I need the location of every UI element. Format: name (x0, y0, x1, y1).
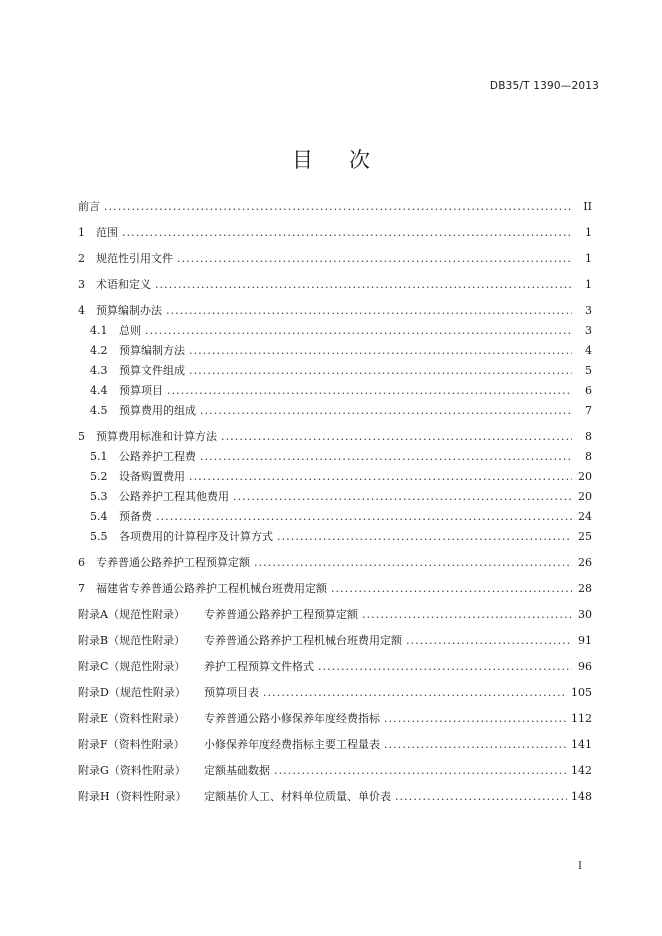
toc-entry-page: 3 (585, 324, 592, 337)
toc-entry-label: 术语和定义 (96, 278, 151, 291)
toc-entry-label: 预算项目表 (204, 686, 259, 699)
toc-entry-label: 预算编制方法 (119, 344, 185, 357)
toc-entry-number: 附录H（资料性附录） (78, 790, 187, 803)
toc-entry-page: 26 (578, 556, 592, 569)
toc-entry-page: 25 (578, 530, 592, 543)
dot-leader (145, 324, 572, 337)
toc-entry-label: 预算编制办法 (96, 304, 162, 317)
toc-entry-page: 112 (571, 712, 592, 725)
toc-entry-number: 4.4 (90, 384, 108, 397)
toc-entry[interactable] (78, 276, 592, 292)
toc-entry[interactable] (78, 658, 592, 674)
toc-entry[interactable] (78, 322, 592, 338)
dot-leader (177, 252, 572, 265)
toc-entry-label: 范围 (96, 226, 118, 239)
toc-entry-page: 96 (578, 660, 592, 673)
dot-leader (395, 790, 567, 803)
dot-leader (406, 634, 572, 647)
title-char-2: 次 (349, 148, 370, 172)
toc-entry[interactable] (78, 580, 592, 596)
toc-entry-label: 小修保养年度经费指标主要工程量表 (204, 738, 380, 751)
toc-entry-label: 预算费用标准和计算方法 (96, 430, 217, 443)
toc-entry-number: 4.3 (90, 364, 108, 377)
dot-leader (167, 384, 572, 397)
toc-entry-label: 公路养护工程费 (119, 450, 196, 463)
toc-entry-label: 定额基价人工、材料单位质量、单价表 (204, 790, 391, 803)
toc-entry-label: 公路养护工程其他费用 (119, 490, 229, 503)
toc-entry[interactable] (78, 788, 592, 804)
toc-entry-number: 4 (78, 304, 85, 317)
toc-entry-label: 专养普通公路养护工程预算定额 (204, 608, 358, 621)
dot-leader (384, 712, 567, 725)
toc-entry[interactable] (78, 606, 592, 622)
dot-leader (200, 404, 572, 417)
dot-leader (189, 364, 572, 377)
toc-entry-page: 91 (578, 634, 592, 647)
toc-entry-page: 7 (585, 404, 592, 417)
dot-leader (156, 510, 572, 523)
toc-entry-page: 141 (571, 738, 592, 751)
dot-leader (277, 530, 572, 543)
toc-entry[interactable] (78, 468, 592, 484)
dot-leader (254, 556, 572, 569)
toc-entry-page: 28 (578, 582, 592, 595)
toc-entry-label: 设备购置费用 (119, 470, 185, 483)
toc-entry-page: 1 (585, 252, 592, 265)
toc-entry-label: 预算费用的组成 (119, 404, 196, 417)
toc-entry-page: 3 (585, 304, 592, 317)
toc-entry-label: 规范性引用文件 (96, 252, 173, 265)
dot-leader (263, 686, 567, 699)
toc-entry-label: 前言 (78, 200, 100, 213)
dot-leader (166, 304, 572, 317)
table-of-contents (78, 198, 592, 804)
toc-entry-page: 24 (578, 510, 592, 523)
dot-leader (221, 430, 572, 443)
toc-entry[interactable] (78, 302, 592, 318)
toc-entry-number: 4.2 (90, 344, 108, 357)
toc-entry-page: 4 (585, 344, 592, 357)
toc-entry-label: 专养普通公路养护工程预算定额 (96, 556, 250, 569)
toc-entry-number: 5.4 (90, 510, 108, 523)
dot-leader (331, 582, 572, 595)
toc-entry[interactable] (78, 762, 592, 778)
toc-entry-number: 5.5 (90, 530, 108, 543)
toc-entry[interactable] (78, 554, 592, 570)
toc-entry[interactable] (78, 250, 592, 266)
toc-entry[interactable] (78, 736, 592, 752)
toc-entry-number: 1 (78, 226, 85, 239)
toc-entry-number: 附录B（规范性附录） (78, 634, 186, 647)
toc-entry[interactable] (78, 428, 592, 444)
toc-entry-number: 2 (78, 252, 85, 265)
toc-entry-label: 专养普通公路养护工程机械台班费用定额 (204, 634, 402, 647)
toc-entry[interactable] (78, 224, 592, 240)
toc-entry-label: 定额基础数据 (204, 764, 270, 777)
toc-entry-page: 30 (578, 608, 592, 621)
toc-entry-number: 附录F（资料性附录） (78, 738, 185, 751)
toc-entry[interactable] (78, 684, 592, 700)
toc-entry[interactable] (78, 632, 592, 648)
toc-entry-number: 7 (78, 582, 85, 595)
toc-entry-number: 5 (78, 430, 85, 443)
page-title (0, 144, 662, 174)
document-code: DB35/T 1390—2013 (489, 80, 599, 92)
toc-entry[interactable] (78, 508, 592, 524)
page-number: I (578, 861, 582, 872)
dot-leader (189, 344, 572, 357)
toc-entry-number: 6 (78, 556, 85, 569)
toc-entry-page: 20 (578, 470, 592, 483)
toc-entry-label: 预备费 (119, 510, 152, 523)
dot-leader (384, 738, 567, 751)
toc-entry-page: 148 (571, 790, 592, 803)
dot-leader (274, 764, 567, 777)
toc-entry-number: 4.5 (90, 404, 108, 417)
toc-entry[interactable] (78, 528, 592, 544)
toc-entry[interactable] (78, 402, 592, 418)
toc-entry[interactable] (78, 382, 592, 398)
dot-leader (122, 226, 572, 239)
title-char-1: 目 (292, 148, 313, 172)
toc-entry-number: 附录D（规范性附录） (78, 686, 186, 699)
toc-entry-label: 福建省专养普通公路养护工程机械台班费用定额 (96, 582, 327, 595)
toc-entry-number: 附录A（规范性附录） (78, 608, 185, 621)
toc-entry-page: 8 (585, 450, 592, 463)
toc-entry-page: 6 (585, 384, 592, 397)
toc-entry-number: 3 (78, 278, 85, 291)
toc-entry-page: 8 (585, 430, 592, 443)
dot-leader (155, 278, 572, 291)
toc-entry-label: 总则 (119, 324, 141, 337)
toc-entry-number: 附录G（资料性附录） (78, 764, 186, 777)
toc-entry[interactable] (78, 448, 592, 464)
toc-entry-label: 养护工程预算文件格式 (204, 660, 314, 673)
toc-entry-number: 5.2 (90, 470, 108, 483)
toc-entry-page: 5 (585, 364, 592, 377)
toc-entry-label: 各项费用的计算程序及计算方式 (119, 530, 273, 543)
toc-entry-number: 附录C（规范性附录） (78, 660, 186, 673)
dot-leader (318, 660, 572, 673)
toc-entry-number: 5.1 (90, 450, 108, 463)
toc-entry[interactable] (78, 488, 592, 504)
toc-entry-page: 105 (571, 686, 592, 699)
toc-entry-number: 附录E（资料性附录） (78, 712, 186, 725)
dot-leader (362, 608, 572, 621)
toc-entry-page: 1 (585, 278, 592, 291)
toc-entry-number: 4.1 (90, 324, 108, 337)
toc-entry-page: 142 (571, 764, 592, 777)
toc-entry-page: 20 (578, 490, 592, 503)
toc-entry-number: 5.3 (90, 490, 108, 503)
toc-entry-page: II (583, 200, 592, 213)
toc-entry[interactable] (78, 362, 592, 378)
dot-leader (200, 450, 572, 463)
dot-leader (104, 200, 572, 213)
toc-entry-label: 预算项目 (119, 384, 163, 397)
dot-leader (189, 470, 572, 483)
toc-entry-label: 专养普通公路小修保养年度经费指标 (204, 712, 380, 725)
toc-entry-page: 1 (585, 226, 592, 239)
toc-entry[interactable] (78, 198, 592, 214)
toc-entry[interactable] (78, 710, 592, 726)
dot-leader (233, 490, 572, 503)
toc-entry[interactable] (78, 342, 592, 358)
toc-entry-label: 预算文件组成 (119, 364, 185, 377)
